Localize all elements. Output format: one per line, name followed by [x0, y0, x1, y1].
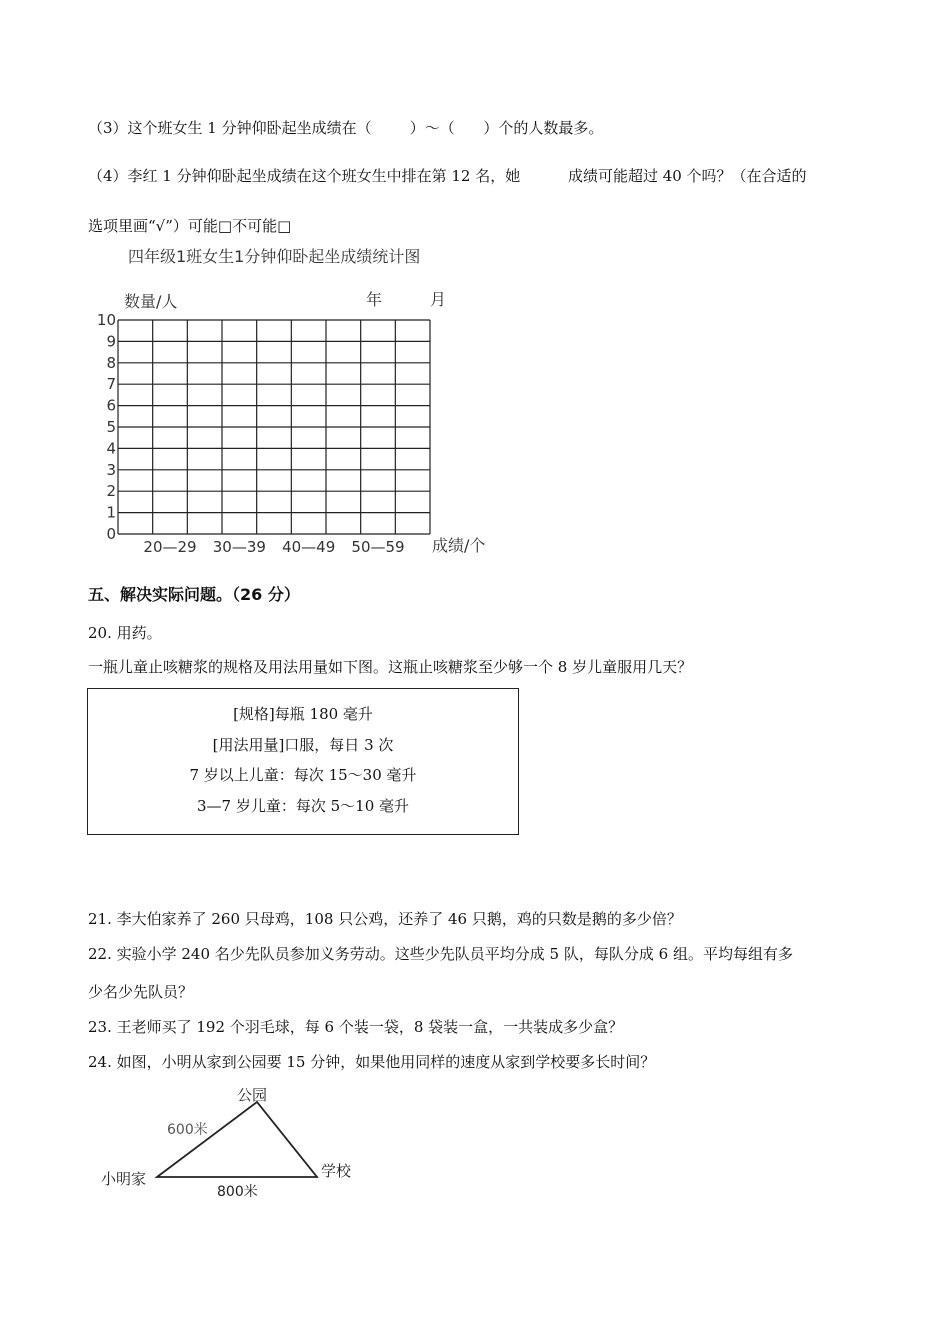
box-line-spec: [规格]每瓶 180 毫升 — [233, 705, 373, 723]
question-3-text-a: （3）这个班女生 1 分钟仰卧起坐成绩在（ — [88, 119, 372, 137]
question-24: 24. 如图，小明从家到公园要 15 分钟，如果他用同样的速度从家到学校要多长时间？ — [88, 1053, 656, 1071]
y-tick-label: 6 — [106, 396, 116, 415]
question-4 — [88, 166, 807, 186]
answer-blank[interactable] — [372, 119, 410, 137]
park-label: 公园 — [237, 1086, 268, 1104]
y-tick-label: 8 — [106, 353, 116, 372]
home-park-distance-label: 600米 — [167, 1122, 208, 1138]
question-3-text-b: ）～（ — [409, 119, 455, 137]
question-3-text-c: ）个的人数最多。 — [483, 119, 604, 137]
question-23: 23. 王老师买了 192 个羽毛球，每 6 个装一袋，8 袋装一盒，一共装成多少盒？ — [88, 1018, 624, 1036]
medicine-info-box — [87, 688, 519, 835]
y-tick-label: 2 — [106, 482, 116, 501]
x-tick-labels — [143, 538, 404, 556]
y-tick-label: 9 — [106, 332, 116, 351]
x-tick-label: 50—59 — [351, 538, 405, 556]
y-tick-label: 7 — [106, 375, 116, 394]
y-tick-label: 1 — [106, 503, 116, 522]
section-title: 五、解决实际问题。（26 分） — [88, 585, 300, 604]
box-line-age3to7: 3—7 岁儿童：每次 5～10 毫升 — [196, 797, 410, 815]
y-tick-label: 3 — [106, 460, 116, 479]
box-line-usage: [用法用量]口服，每日 3 次 — [212, 736, 394, 754]
y-tick-label: 4 — [106, 439, 116, 458]
x-tick-label: 30—39 — [212, 538, 266, 556]
question-3 — [88, 118, 603, 138]
y-axis-label: 数量/人 — [124, 292, 178, 311]
box-line-age7plus: 7 岁以上儿童：每次 15～30 毫升 — [189, 766, 417, 784]
route-diagram — [95, 1080, 365, 1205]
question-4-text-a: （4）李红 1 分钟仰卧起坐成绩在这个班女生中排在第 12 名，她 — [88, 167, 521, 185]
route-triangle — [157, 1102, 317, 1177]
home-school-distance-label: 800米 — [217, 1184, 258, 1200]
y-tick-label: 5 — [106, 418, 116, 436]
question-4-text-b: 成绩可能超过 40 个吗？（在合适的 — [567, 167, 807, 185]
question-20-text: 一瓶儿童止咳糖浆的规格及用法用量如下图。这瓶止咳糖浆至少够一个 8 岁儿童服用几天？ — [88, 658, 693, 676]
x-tick-label: 40—49 — [282, 538, 336, 556]
y-tick-labels — [97, 311, 116, 543]
question-22-line2: 少名少先队员？ — [88, 983, 194, 1001]
bar-chart-grid — [90, 280, 510, 565]
x-axis-label: 成绩/个 — [432, 536, 486, 555]
chart-title: 四年级1班女生1分钟仰卧起坐成绩统计图 — [128, 247, 421, 266]
question-21: 21. 李大伯家养了 260 只母鸡，108 只公鸡，还养了 46 只鹅，鸡的只数是鹅的多少倍？ — [88, 910, 682, 928]
x-tick-label: 20—29 — [143, 538, 197, 556]
question-20-title: 20. 用药。 — [88, 624, 162, 642]
question-4-options: 选项里画“√”）可能□不可能□ — [88, 217, 292, 235]
answer-gap — [520, 167, 568, 185]
school-label: 学校 — [321, 1162, 352, 1180]
y-tick-label: 0 — [106, 525, 116, 543]
grid-lines — [118, 320, 430, 534]
home-label: 小明家 — [101, 1170, 147, 1188]
month-label: 月 — [430, 290, 447, 309]
answer-blank[interactable] — [455, 119, 484, 137]
y-tick-label: 10 — [96, 311, 116, 329]
year-label: 年 — [366, 290, 383, 309]
question-22-line1: 22. 实验小学 240 名少先队员参加义务劳动。这些少先队员平均分成 5 队，每队分成 6 组。平均每组有多 — [88, 945, 793, 963]
